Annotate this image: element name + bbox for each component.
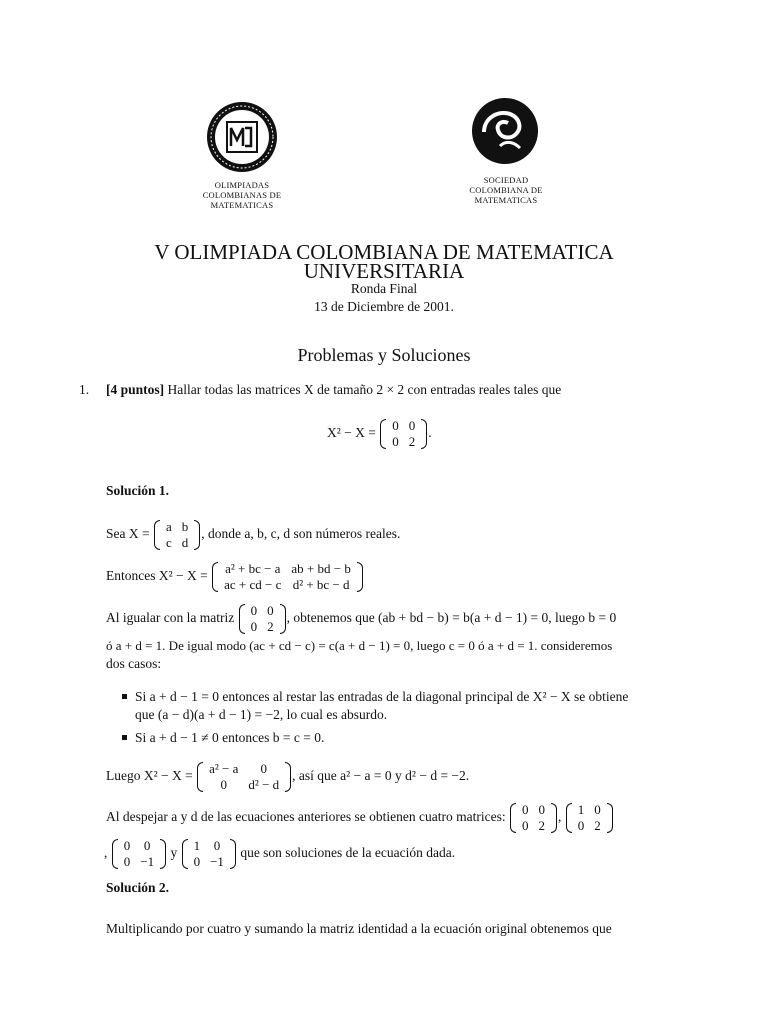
solution2-text: Multiplicando por cuatro y sumando la matriz identidad a la ecuación original obtenemos que	[106, 921, 612, 936]
diag-line: Luego X² − X = a² − a 0 0 d² − d , así que a² − a = 0 y d² − d = −2.	[106, 761, 470, 792]
problem-text: Hallar todas las matrices X de tamaño 2 × 2 con entradas reales tales que	[167, 382, 562, 397]
bullet-icon	[122, 694, 127, 699]
solution-matrix-3: 0 0 0 −1	[111, 838, 167, 870]
then-line: Entonces X² − X = a² + bc − a ab + bd − b ac + cd − c d² + bc − d	[106, 561, 364, 593]
olimpiadas-logo-caption: OLIMPIADAS COLOMBIANAS DE MATEMATICAS	[202, 180, 282, 210]
matrix-expand: a² + bc − a ab + bd − b ac + cd − c d² + bc − d	[211, 561, 364, 593]
problem-points: [4 puntos]	[106, 382, 165, 397]
compare-line-3: dos casos:	[106, 656, 162, 671]
document-title-line2: UNIVERSITARIA	[303, 259, 465, 283]
bullet-icon	[122, 735, 127, 740]
sociedad-logo-caption: SOCIEDAD COLOMBIANA DE MATEMATICAS	[469, 175, 543, 205]
compare-line: Al igualar con la matriz 0 0 0 2 , obtenemos que (ab + bd − b) = b(a + d − 1) = 0, luego b = 0	[106, 603, 617, 634]
round-label: Ronda Final	[350, 281, 418, 296]
olimpiadas-logo	[205, 100, 279, 174]
problem-equation: X² − X = 0 0 0 2 .	[327, 418, 432, 449]
let-x-line: Sea X = a b c d , donde a, b, c, d son números reales.	[106, 519, 401, 550]
matrix-compare: 0 0 0 2	[238, 603, 287, 635]
solution-matrix-2: 1 0 0 2	[565, 802, 614, 834]
date-label: 13 de Diciembre de 2001.	[314, 299, 454, 314]
problem-statement	[106, 381, 561, 399]
document-title-line1: V OLIMPIADA COLOMBIANA DE MATEMATICA	[154, 240, 614, 264]
solve-line: Al despejar a y d de las ecuaciones anteriores se obtienen cuatro matrices: 0 0 0 2 , 1 0 0 2	[106, 802, 614, 834]
bullet-item-1-cont: que (a − d)(a + d − 1) = −2, lo cual es absurdo.	[135, 707, 388, 722]
solution-matrix-1: 0 0 0 2	[509, 802, 558, 834]
matrix-rhs: 0 0 0 2	[379, 418, 428, 450]
section-title: Problemas y Soluciones	[297, 345, 471, 365]
solution1-heading: Solución 1.	[106, 483, 170, 498]
problem-number: 1.	[79, 382, 90, 397]
solution2-heading: Solución 2.	[106, 880, 170, 895]
compare-line-2: ó a + d = 1. De igual modo (ac + cd − c) = c(a + d − 1) = 0, luego c = 0 ó a + d = 1. consideremos	[106, 638, 613, 653]
sociedad-logo	[470, 96, 540, 166]
matrix-x: a b c d	[153, 519, 201, 551]
solution-matrix-4: 1 0 0 −1	[181, 838, 237, 870]
bullet-item-1: Si a + d − 1 = 0 entonces al restar las entradas de la diagonal principal de X² − X se obtiene	[122, 688, 628, 706]
bullet-item-2: Si a + d − 1 ≠ 0 entonces b = c = 0.	[122, 729, 324, 747]
solutions-line: , 0 0 0 −1 y 1 0 0 −1 que son soluciones de la ecuación dada.	[104, 838, 456, 869]
matrix-diag: a² − a 0 0 d² − d	[196, 761, 292, 793]
